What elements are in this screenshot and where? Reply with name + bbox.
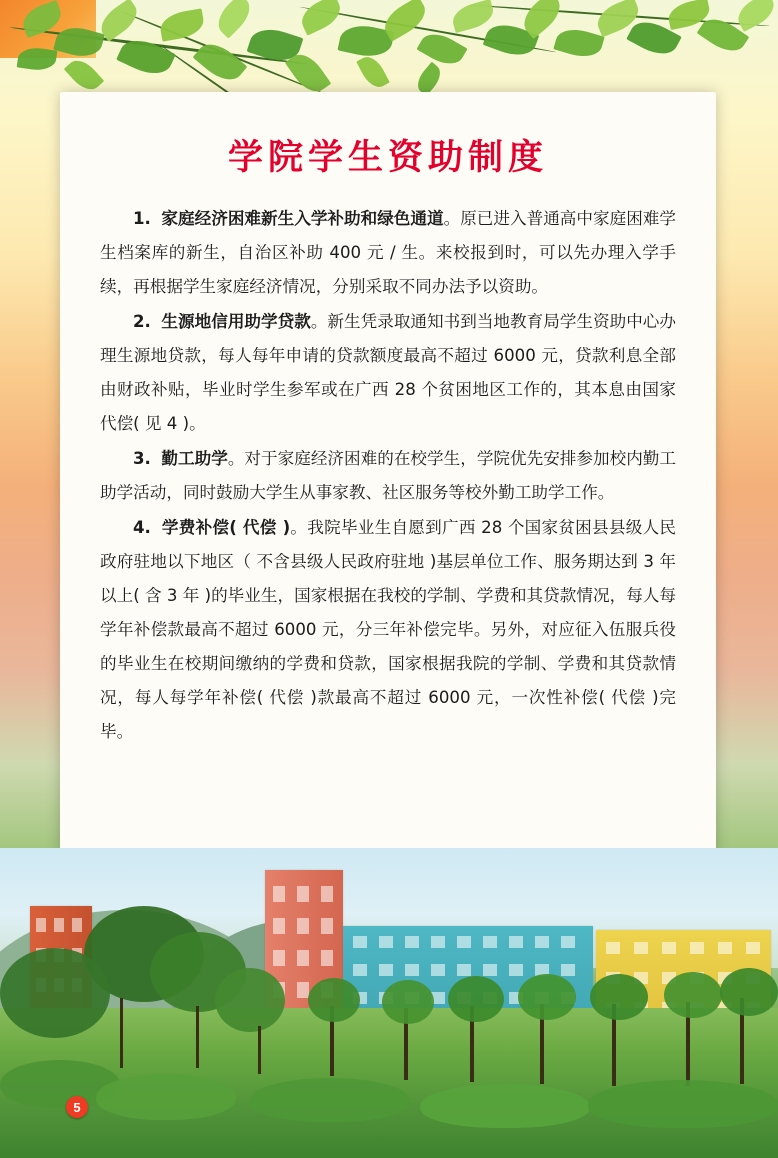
paragraph-1-text: 。原已进入普通高中家庭困难学生档案库的新生，自治区补助 400 元 / 生。来校报到时，可以先办理入学手续，再根据学生家庭经济情况，分别采取不同办法予以资助。 [100,209,676,296]
page-title: 学院学生资助制度 [227,138,548,178]
campus-photo [0,848,778,1158]
paragraph-1-lead: 家庭经济困难新生入学补助和绿色通道 [161,209,444,228]
paragraph-3-number: 3. [133,449,151,468]
paragraph-2-lead: 生源地信用助学贷款 [161,312,311,331]
paragraph-1-number: 1. [133,209,151,228]
paragraph-2 [100,305,676,441]
paragraph-4-number: 4. [133,518,151,537]
paragraph-2-text: 。新生凭录取通知书到当地教育局学生资助中心办理生源地贷款，每人每年申请的贷款额度最高不超过 6000 元，贷款利息全部由财政补贴，毕业时学生参军或在广西 28 个贫困地区工作的，其本息由国家代偿( 见 4 )。 [100,312,677,433]
paragraph-3 [100,442,676,510]
paragraph-4 [100,511,676,749]
paragraph-2-number: 2. [133,312,151,331]
paragraph-4-text: 。我院毕业生自愿到广西 28 个国家贫困县县级人民政府驻地以下地区（ 不含县级人民政府驻地 )基层单位工作、服务期达到 3 年以上( 含 3 年 )的毕业生，国家根据在我校的学制、学费和其贷款情况，每人每学年补偿款最高不超过 6000 元，分三年补偿完毕。另外，对应征入伍服兵役的毕业生在校期间缴纳的学费和贷款，国家根据我院的学制、学费和其贷款情况，每人每学年补偿( 代偿 )款最高不超过 6000 元，一次性补偿( 代偿 )完毕。 [100,518,676,741]
page-number-badge: 5 [66,1096,88,1118]
paragraph-1 [100,202,676,304]
content-card [60,92,716,854]
paragraph-3-text: 。对于家庭经济困难的在校学生，学院优先安排参加校内勤工助学活动，同时鼓励大学生从事家教、社区服务等校外勤工助学工作。 [100,449,676,502]
article-body [60,188,716,749]
paragraph-3-lead: 勤工助学 [161,449,228,468]
paragraph-4-lead: 学费补偿( 代偿 ) [161,518,291,537]
